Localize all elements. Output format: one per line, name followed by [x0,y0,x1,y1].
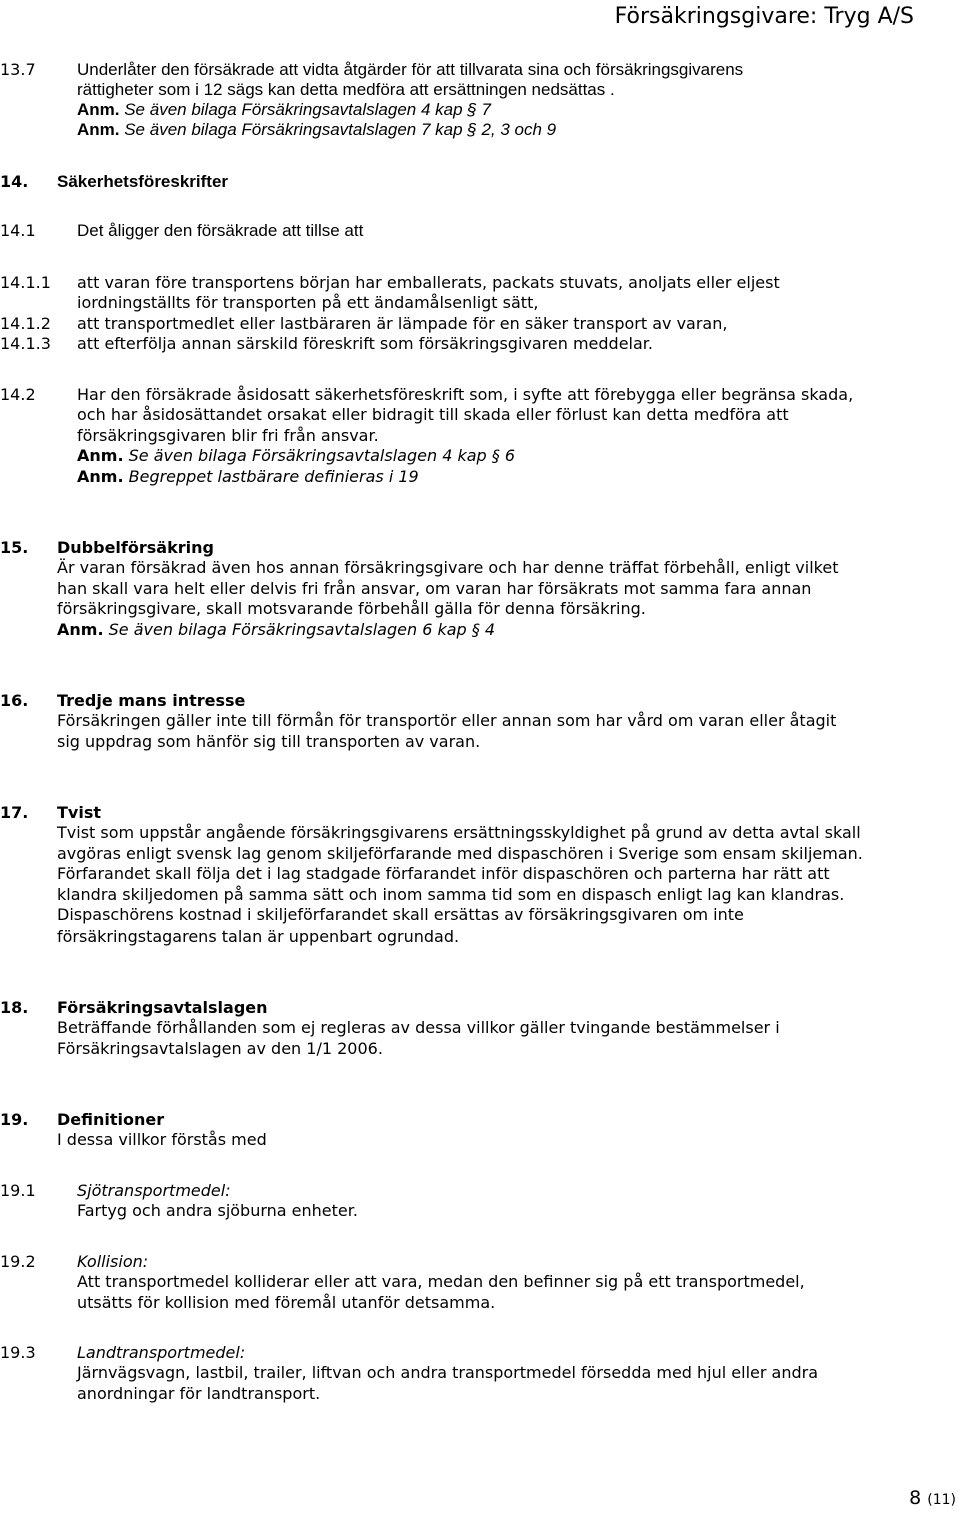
paragraph-line: att transportmedlet eller lastbäraren är lämpade för en säker transport av varan, [77,314,728,333]
paragraph-line: iordningställts för transporten på ett ändamålsenligt sätt, [77,293,539,312]
note-line [77,100,491,120]
note-ref: 6 [499,446,516,465]
paragraph-line: Är varan försäkrad även hos annan försäkringsgivare och har denne träffat förbehåll, enligt vilket [57,558,839,577]
section-sign-icon: § [466,620,480,639]
section-number: 14.1 [0,221,36,240]
paragraph-line: Förfarandet skall följa det i lag stadgade förfarandet inför dispaschören och parterna har rätt att [57,864,830,883]
paragraph-line: Försäkringsavtalslagen av den 1/1 2006. [57,1039,383,1058]
section-title: Dubbelförsäkring [57,538,214,557]
paragraph-line: rättigheter som i 12 sägs kan detta medföra att ersättningen nedsättas . [77,80,615,99]
note-ref: 4 [479,620,496,639]
section-title: Säkerhetsföreskrifter [57,172,229,191]
paragraph-line: Tvist som uppstår angående försäkringsgivarens ersättningsskyldighet på grund av detta avtal skall [57,823,861,842]
section-number: 14.1.1 [0,273,51,292]
paragraph-line: I dessa villkor förstås med [57,1130,267,1149]
paragraph-line: att efterfölja annan särskild föreskrift som försäkringsgivaren meddelar. [77,334,653,353]
paragraph-line: Underlåter den försäkrade att vidta åtgärder för att tillvarata sina och försäkringsgivarens [77,60,744,79]
note-label: Anm. [57,620,104,639]
paragraph-line: sig uppdrag som hänför sig till transporten av varan. [57,732,481,751]
section-number: 17. [0,803,29,822]
section-title: Tvist [57,803,101,822]
note-text: Begreppet lastbärare definieras i 19 [123,467,419,486]
note-text: Se även bilaga Försäkringsavtalslagen 6 kap [103,620,467,639]
note-line [77,446,515,466]
page-current: 8 [909,1487,922,1509]
section-title: Tredje mans intresse [57,691,246,710]
note-line [57,620,495,640]
section-number: 18. [0,998,29,1017]
note-label: Anm. [77,467,124,486]
section-number: 14.1.2 [0,314,51,333]
definition-term: Landtransportmedel: [77,1343,246,1362]
note-line [77,120,556,140]
note-line [77,467,419,487]
definition-text: utsätts för kollision med föremål utanför detsamma. [77,1293,496,1312]
note-text: Se även bilaga Försäkringsavtalslagen 4 kap [123,446,487,465]
definition-text: Fartyg och andra sjöburna enheter. [77,1201,358,1220]
note-ref: 2, 3 och 9 [476,120,557,139]
paragraph-line: försäkringstagarens talan är uppenbart ogrundad. [57,927,460,946]
paragraph-line: försäkringsgivaren blir fri från ansvar. [77,426,379,445]
section-number: 14.2 [0,385,36,404]
definition-number: 19.1 [0,1181,36,1200]
note-label: Anm. [77,446,124,465]
section-title: Försäkringsavtalslagen [57,998,268,1017]
definition-term: Sjötransportmedel: [77,1181,231,1200]
definition-text: Järnvägsvagn, lastbil, trailer, liftvan och andra transportmedel försedda med hjul eller andra [77,1363,819,1382]
section-number: 15. [0,538,29,557]
section-sign-icon: § [486,446,500,465]
paragraph-line: avgöras enligt svensk lag genom skiljeförfarande med dispaschören i Sverige som ensam skiljeman. [57,844,863,863]
paragraph-line: Har den försäkrade åsidosatt säkerhetsföreskrift som, i syfte att förebygga eller begränsa skada, [77,385,854,404]
paragraph-line: försäkringsgivare, skall motsvarande förbehåll gälla för denna försäkring. [57,599,646,618]
definition-number: 19.2 [0,1252,36,1271]
paragraph-line: Det åligger den försäkrade att tillse att [77,221,364,240]
note-label: Anm. [77,100,120,119]
page-number [909,1487,956,1509]
definition-number: 19.3 [0,1343,36,1362]
page-total: (11) [927,1492,956,1508]
definition-term: Kollision: [77,1252,149,1271]
section-sign-icon: § [462,120,477,139]
paragraph-line: att varan före transportens början har emballerats, packats stuvats, anoljats eller eljest [77,273,780,292]
paragraph-line: Dispaschörens kostnad i skiljeförfarandet skall ersättas av försäkringsgivaren om inte [57,905,744,924]
definition-text: anordningar för landtransport. [77,1384,321,1403]
paragraph-line: han skall vara helt eller delvis fri från ansvar, om varan har försäkrats mot samma fara annan [57,579,812,598]
section-sign-icon: § [462,100,477,119]
paragraph-line: Försäkringen gäller inte till förmån för transportör eller annan som har vård om varan eller åtagit [57,711,837,730]
paragraph-line: och har åsidosättandet orsakat eller bidragit till skada eller förlust kan detta medföra att [77,405,789,424]
paragraph-line: klandra skiljedomen på samma sätt och inom samma tid som en dispasch enligt lag kan klandras. [57,885,845,904]
section-number: 14.1.3 [0,334,51,353]
section-number: 14. [0,172,29,191]
section-number: 19. [0,1110,29,1129]
section-number: 13.7 [0,60,36,79]
paragraph-line: Beträffande förhållanden som ej regleras av dessa villkor gäller tvingande bestämmelser i [57,1018,780,1037]
note-label: Anm. [77,120,120,139]
note-text: Se även bilaga Försäkringsavtalslagen 4 kap [119,100,463,119]
section-number: 16. [0,691,29,710]
note-text: Se även bilaga Försäkringsavtalslagen 7 kap [119,120,463,139]
definition-text: Att transportmedel kolliderar eller att vara, medan den befinner sig på ett transportmedel, [77,1272,805,1291]
page-header-company: Försäkringsgivare: Tryg A/S [614,4,914,29]
section-title: Definitioner [57,1110,165,1129]
note-ref: 7 [476,100,491,119]
